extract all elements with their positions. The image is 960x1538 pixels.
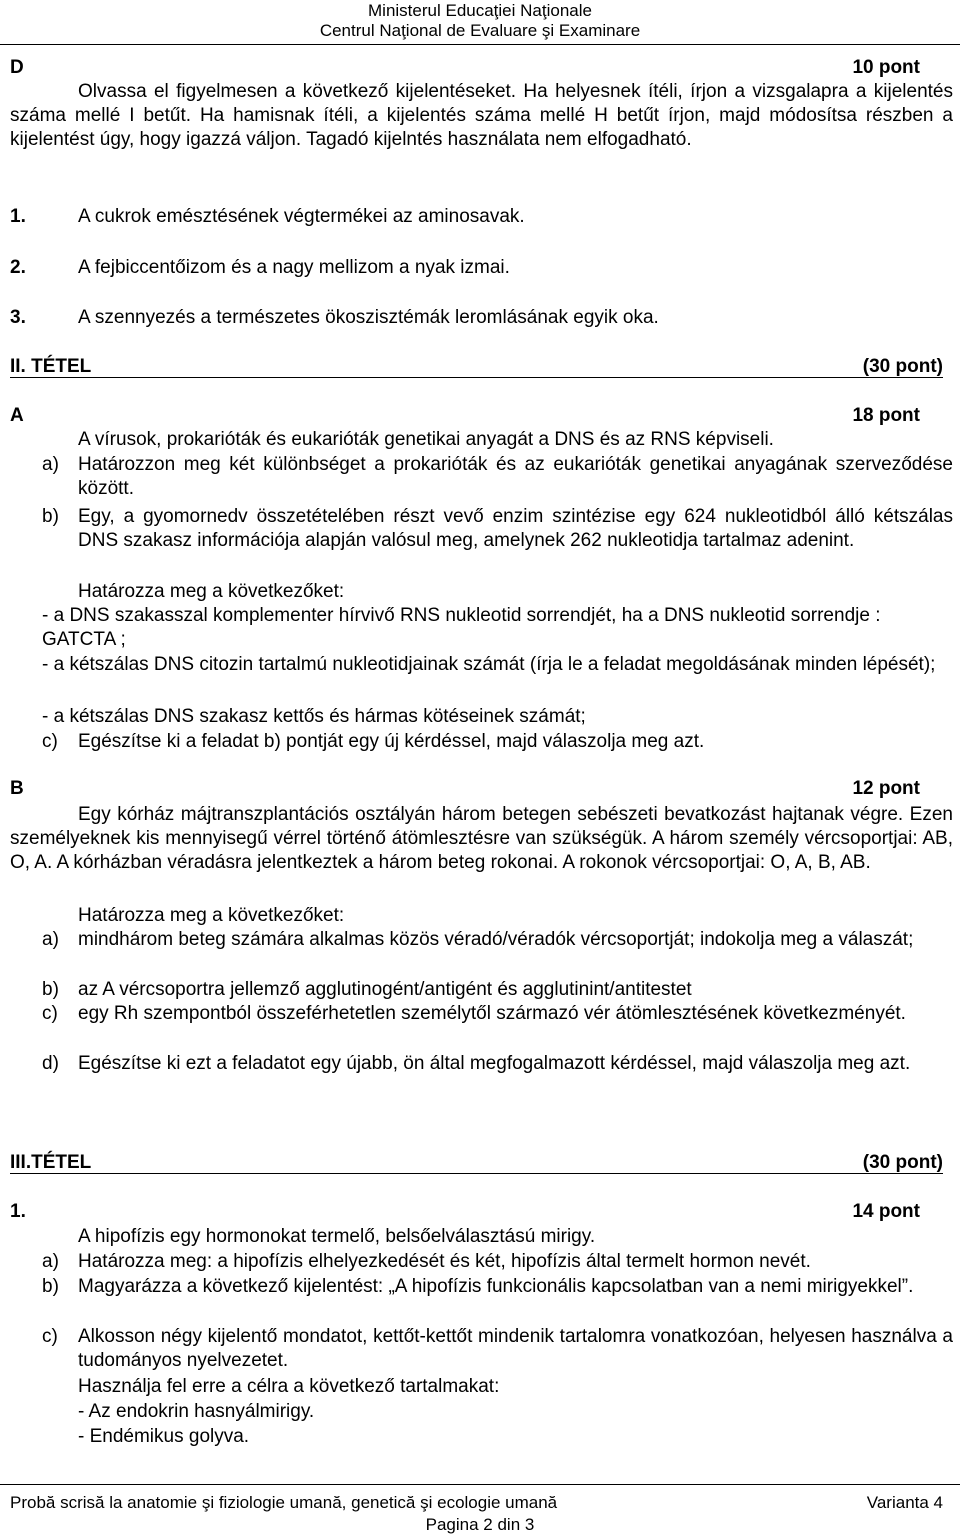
task-label: c) xyxy=(42,731,58,752)
task-text: Egészítse ki a feladat b) pontját egy új kérdéssel, majd válaszolja meg azt. xyxy=(78,731,705,752)
subject-ii-title: II. TÉTEL xyxy=(10,356,92,377)
task-label: a) xyxy=(42,454,59,475)
item-text: A szennyezés a természetes ökoszisztémák leromlásának egyik oka. xyxy=(78,307,659,328)
header-divider xyxy=(0,44,960,45)
task-instruction: Határozza meg a következőket: xyxy=(78,581,345,602)
task-text: egy Rh szempontból összeférhetetlen személytől származó vér átömlesztésének következményét. xyxy=(78,1003,906,1024)
subject-iii-title: III.TÉTEL xyxy=(10,1152,92,1173)
section-d-points: 10 pont xyxy=(852,57,920,78)
task-label: c) xyxy=(42,1003,58,1024)
footer-page-number: Pagina 2 din 3 xyxy=(425,1515,535,1534)
task-label: d) xyxy=(42,1053,59,1074)
task-text: Alkosson négy kijelentő mondatot, kettőt-kettőt mindenik tartalomra vonatkozóan, helyesen használva a tudományos nyelvezetet. xyxy=(78,1326,953,1371)
subject-ii-points: (30 pont) xyxy=(862,356,943,377)
task-text: Egészítse ki ezt a feladatot egy újabb, ön által megfogalmazott kérdéssel, majd válaszolja meg azt. xyxy=(78,1053,911,1074)
section-1-points: 14 pont xyxy=(852,1201,920,1222)
task-subitem: - a kétszálas DNS citozin tartalmú nukleotidjainak számát (írja le a feladat megoldásának minden lépését); xyxy=(42,654,936,675)
task-label: a) xyxy=(42,1251,59,1272)
section-1-number: 1. xyxy=(10,1201,26,1222)
section-b-intro: Egy kórház májtranszplantációs osztályán három betegen sebészeti bevatkozást hajtanak végre. Ezen személyeknek kis mennyisegű vérrel történő átömlesztésre van szükségük. A három személy vércsoportjai: AB, O, A. A kórházban véradásra jelentkeztek a három beteg rokonai. A rokonok vércsoportjai: O, A, B, AB. xyxy=(10,804,953,873)
task-instruction: Használja fel erre a célra a következő tartalmakat: xyxy=(78,1376,500,1397)
header-center: Centrul Naţional de Evaluare şi Examinare xyxy=(319,21,641,40)
task-subitem: - a DNS szakasszal komplementer hírvivő RNS nukleotid sorrendjét, ha a DNS nukleotid sorrendje : GATCTA ; xyxy=(42,605,881,650)
section-a-letter: A xyxy=(10,405,24,426)
footer-variant: Varianta 4 xyxy=(866,1493,943,1512)
section-b-points: 12 pont xyxy=(852,778,920,799)
section-b-letter: B xyxy=(10,778,24,799)
task-label: b) xyxy=(42,1276,59,1297)
task-text: Magyarázza a következő kijelentést: „A hipofízis funkcionális kapcsolatban van a nemi mirigyekkel”. xyxy=(78,1276,914,1297)
item-text: A fejbiccentőizom és a nagy mellizom a nyak izmai. xyxy=(78,257,510,278)
footer-exam-title: Probă scrisă la anatomie şi fiziologie umană, genetică şi ecologie umană xyxy=(10,1493,558,1512)
task-subitem: - Endémikus golyva. xyxy=(78,1426,250,1447)
subject-iii-underline xyxy=(10,1173,943,1174)
section-d-intro: Olvassa el figyelmesen a következő kijelentéseket. Ha helyesnek ítéli, írjon a vizsgalapra a kijelentés száma mellé I betűt. Ha hamisnak ítéli, a kijelentés száma mellé H betűt írjon, majd módosítsa részben a kijelentést úgy, hogy igazzá váljon. Tagadó kijelntés használata nem elfogadható. xyxy=(10,81,953,150)
section-1-intro: A hipofízis egy hormonokat termelő, belsőelválasztású mirigy. xyxy=(78,1226,596,1247)
task-label: c) xyxy=(42,1326,58,1347)
task-text: Egy, a gyomornedv összetételében részt vevő enzim szintézise egy 624 nukleotidból álló kétszálas DNS szakasz információja alapján valósul meg, amelynek 262 nukleotidja tartalmaz adenint. xyxy=(78,506,953,551)
footer-divider xyxy=(0,1484,960,1485)
section-a-intro: A vírusok, prokarióták és eukarióták genetikai anyagát a DNS és az RNS képviseli. xyxy=(78,429,774,450)
task-label: b) xyxy=(42,979,59,1000)
section-a-points: 18 pont xyxy=(852,405,920,426)
item-number: 3. xyxy=(10,307,26,328)
task-text: az A vércsoportra jellemző agglutinogént/antigént és agglutinint/antitestet xyxy=(78,979,692,1000)
task-instruction: Határozza meg a következőket: xyxy=(78,905,345,926)
item-number: 2. xyxy=(10,257,26,278)
subject-ii-underline xyxy=(10,377,943,378)
task-label: a) xyxy=(42,929,59,950)
subject-iii-points: (30 pont) xyxy=(862,1152,943,1173)
header-ministry: Ministerul Educaţiei Naţionale xyxy=(368,1,592,20)
item-text: A cukrok emésztésének végtermékei az aminosavak. xyxy=(78,206,525,227)
task-subitem: - Az endokrin hasnyálmirigy. xyxy=(78,1401,315,1422)
task-text: mindhárom beteg számára alkalmas közös véradó/véradók vércsoportját; indokolja meg a válaszát; xyxy=(78,929,914,950)
task-text: Határozza meg: a hipofízis elhelyezkedését és két, hipofízis által termelt hormon nevét. xyxy=(78,1251,811,1272)
section-d-letter: D xyxy=(10,57,24,78)
task-subitem: - a kétszálas DNS szakasz kettős és hármas kötéseinek számát; xyxy=(42,706,586,727)
task-label: b) xyxy=(42,506,59,527)
item-number: 1. xyxy=(10,206,26,227)
task-text: Határozzon meg két különbséget a prokarióták és az eukarióták genetikai anyagának szerveződése között. xyxy=(78,454,953,499)
